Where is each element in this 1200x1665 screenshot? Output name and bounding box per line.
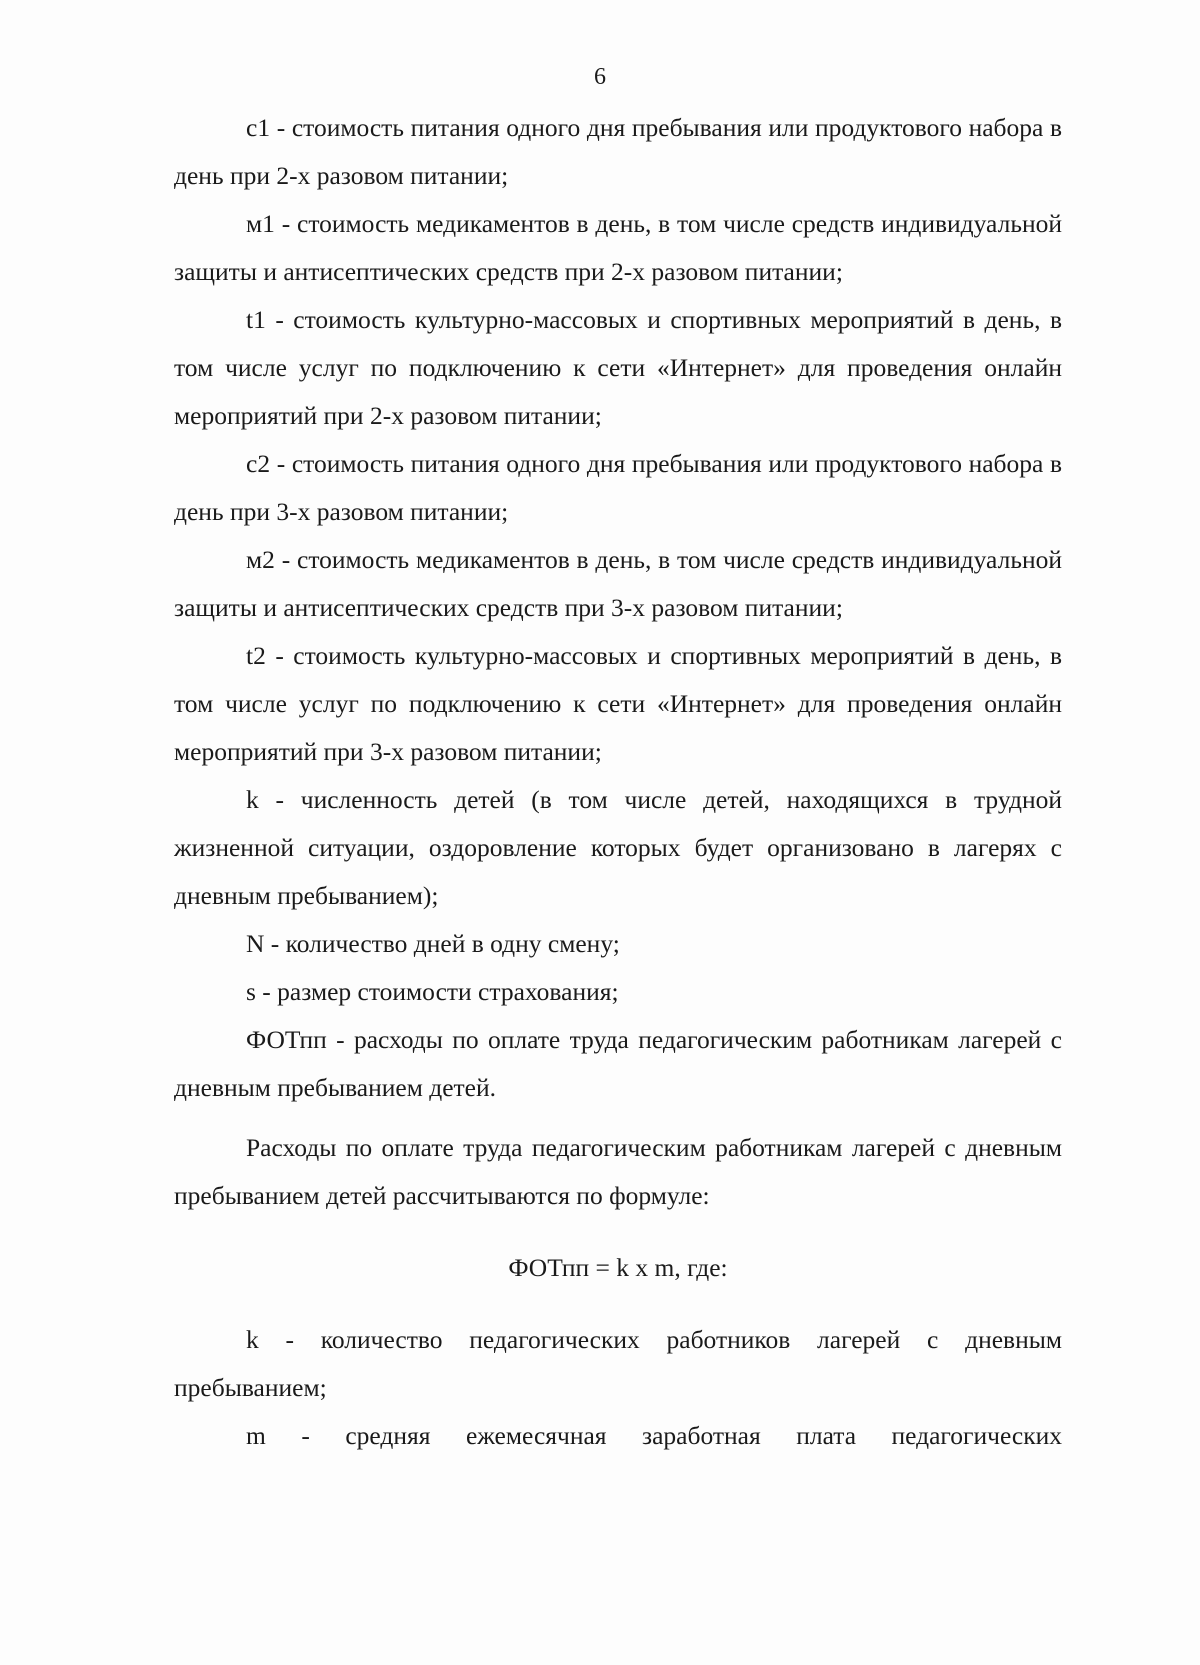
paragraph-m-salary-definition: m - средняя ежемесячная заработная плата педагогических <box>246 1421 1062 1450</box>
paragraph-formula-intro: Расходы по оплате труда педагогическим работникам лагерей с дневным пребыванием детей рассчитываются по формуле: <box>174 1133 1062 1210</box>
paragraph-m1-definition: м1 - стоимость медикаментов в день, в том числе средств индивидуальной защиты и антисептических средств при 2-х разовом питании; <box>174 209 1062 286</box>
paragraph-t1-definition: t1 - стоимость культурно-массовых и спортивных мероприятий в день, в том числе услуг по подключению к сети «Интернет» для проведения онлайн мероприятий при 2-х разовом питании; <box>174 305 1062 430</box>
paragraph-m2-definition: м2 - стоимость медикаментов в день, в том числе средств индивидуальной защиты и антисептических средств при 3-х разовом питании; <box>174 545 1062 622</box>
paragraph-fotpp-definition: ФОТпп - расходы по оплате труда педагогическим работникам лагерей с дневным пребыванием детей. <box>174 1025 1062 1102</box>
paragraph-c1-definition: с1 - стоимость питания одного дня пребывания или продуктового набора в день при 2-х разовом питании; <box>174 113 1062 190</box>
paragraph-n-days-definition: N - количество дней в одну смену; <box>246 929 620 958</box>
paragraph-k-teachers-definition: k - количество педагогических работников лагерей с дневным пребыванием; <box>174 1325 1062 1402</box>
document-body <box>174 104 1062 1460</box>
paragraph-t2-definition: t2 - стоимость культурно-массовых и спортивных мероприятий в день, в том числе услуг по подключению к сети «Интернет» для проведения онлайн мероприятий при 3-х разовом питании; <box>174 641 1062 766</box>
paragraph-s-insurance-definition: s - размер стоимости страхования; <box>246 977 619 1006</box>
paragraph-k-children-definition: k - численность детей (в том числе детей, находящихся в трудной жизненной ситуации, оздоровление которых будет организовано в лагерях с дневным пребыванием); <box>174 785 1062 910</box>
paragraph-c2-definition: с2 - стоимость питания одного дня пребывания или продуктового набора в день при 3-х разовом питании; <box>174 449 1062 526</box>
formula-fotpp: ФОТпп = k х m, где: <box>508 1253 728 1282</box>
page-number: 6 <box>594 64 606 90</box>
